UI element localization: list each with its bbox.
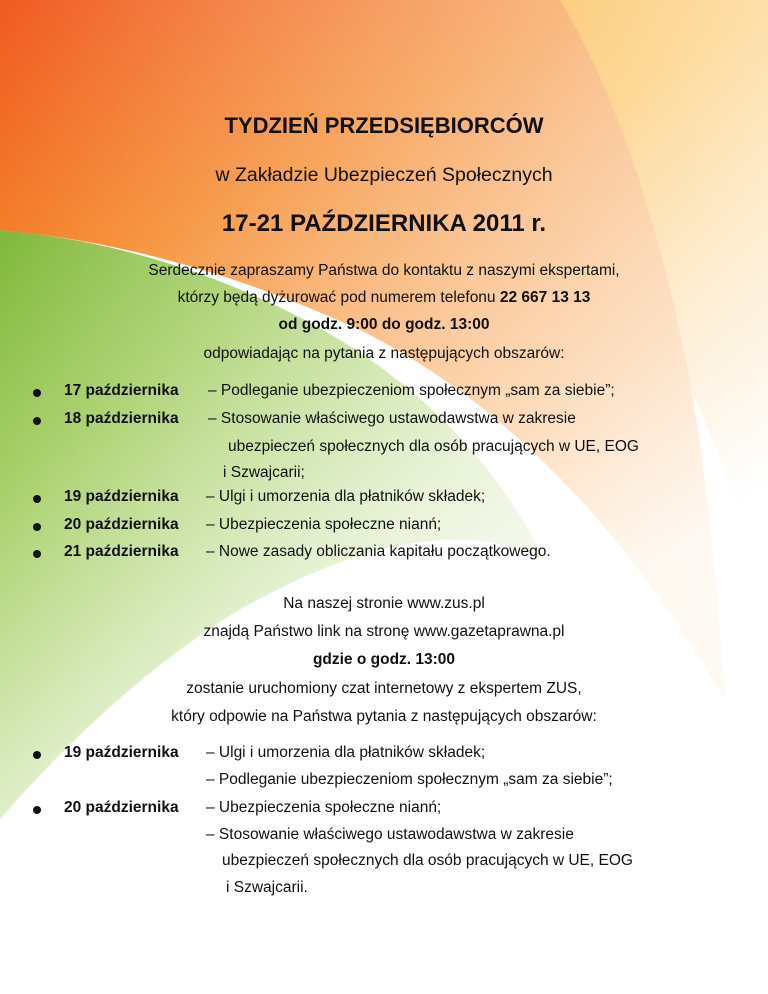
schedule-topic: – Ulgi i umorzenia dla płatników składek; <box>206 744 486 761</box>
intro-line-2-text: którzy będą dyżurować pod numerem telefonu <box>177 289 500 306</box>
bullet-icon <box>33 806 41 814</box>
hotline-hours: od godz. 9:00 do godz. 13:00 <box>278 316 490 333</box>
schedule-topic-cont: i Szwajcarii. <box>226 879 308 896</box>
schedule-topic: – Nowe zasady obliczania kapitału początkowego. <box>206 543 551 560</box>
intro-line-1: Serdecznie zapraszamy Państwa do kontaktu z naszymi ekspertami, <box>148 262 620 279</box>
bullet-icon <box>33 495 41 503</box>
bullet-icon <box>33 550 41 558</box>
phone-number: 22 667 13 13 <box>499 289 591 306</box>
schedule-date: 20 października <box>64 516 179 533</box>
schedule-topic: – Ubezpieczenia społeczne nianń; <box>206 516 442 533</box>
schedule-topic: – Stosowanie właściwego ustawodawstwa w zakresie <box>208 410 576 427</box>
bullet-icon <box>33 389 41 397</box>
schedule-topic: – Podleganie ubezpieczeniom społecznym „sam za siebie”; <box>208 382 615 399</box>
chat-line-4: zostanie uruchomiony czat internetowy z ekspertem ZUS, <box>186 680 582 697</box>
chat-line-5: który odpowie na Państwa pytania z następujących obszarów: <box>171 708 597 725</box>
bullet-icon <box>33 751 41 759</box>
schedule-date: 21 października <box>64 543 179 560</box>
schedule-topic: – Ulgi i umorzenia dla płatników składek; <box>206 488 486 505</box>
schedule-date: 18 października <box>64 410 179 427</box>
chat-line-2: znajdą Państwo link na stronę www.gazetaprawna.pl <box>203 623 565 640</box>
schedule-topic-cont: ubezpieczeń społecznych dla osób pracujących w UE, EOG <box>222 852 633 869</box>
document-title: TYDZIEŃ PRZEDSIĘBIORCÓW <box>224 113 544 138</box>
schedule-topic-cont: ubezpieczeń społecznych dla osób pracujących w UE, EOG <box>228 438 639 455</box>
intro-line-2 <box>0 289 768 307</box>
bullet-icon <box>33 523 41 531</box>
bullet-icon <box>33 417 41 425</box>
schedule-date: 17 października <box>64 382 179 399</box>
schedule-topic: – Stosowanie właściwego ustawodawstwa w zakresie <box>206 826 574 843</box>
schedule-topic-cont: i Szwajcarii; <box>223 464 305 481</box>
intro-line-4: odpowiadając na pytania z następujących obszarów: <box>203 345 565 362</box>
chat-time: gdzie o godz. 13:00 <box>312 651 456 668</box>
schedule-date: 19 października <box>64 744 179 761</box>
schedule-topic: – Ubezpieczenia społeczne nianń; <box>206 799 442 816</box>
document-subtitle: w Zakładzie Ubezpieczeń Społecznych <box>215 164 553 186</box>
schedule-date: 19 października <box>64 488 179 505</box>
event-dates: 17-21 PAŹDZIERNIKA 2011 r. <box>221 210 547 237</box>
schedule-topic: – Podleganie ubezpieczeniom społecznym „sam za siebie”; <box>206 771 613 788</box>
schedule-date: 20 października <box>64 799 179 816</box>
chat-line-1: Na naszej stronie www.zus.pl <box>283 595 485 612</box>
